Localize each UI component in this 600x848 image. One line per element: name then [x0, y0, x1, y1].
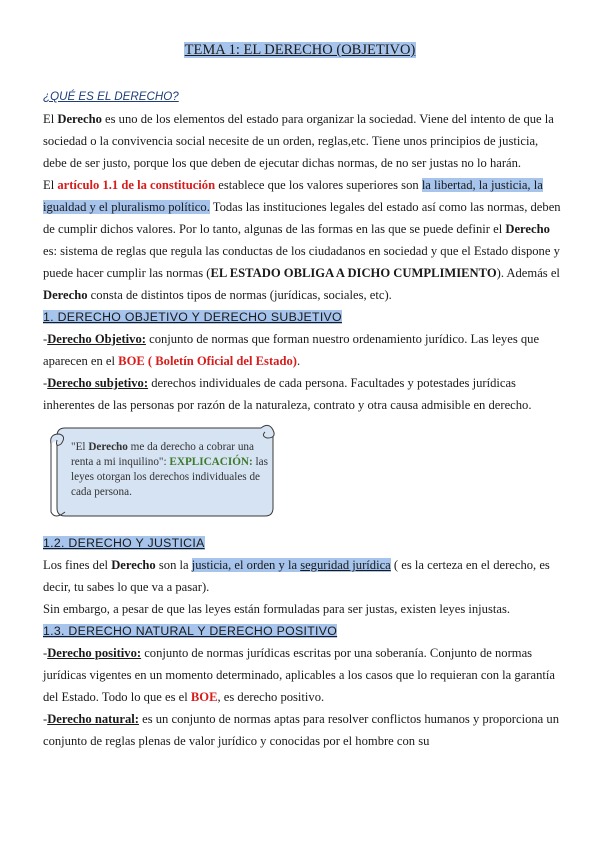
note-scroll — [43, 416, 563, 532]
section-heading-1-3: 1.3. DERECHO NATURAL Y DERECHO POSITIVO — [43, 624, 338, 638]
document-body — [43, 86, 563, 752]
paragraph: Sin embargo, a pesar de que las leyes están formuladas para ser justas, existen leyes injustas. — [43, 602, 511, 616]
paragraph: -Derecho Objetivo: conjunto de normas que forman nuestro ordenamiento jurídico. Las leyes que aparecen en el BOE ( Boletín Oficial del Estado). — [43, 332, 540, 368]
section-heading-1: 1. DERECHO OBJETIVO Y DERECHO SUBJETIVO — [43, 310, 342, 324]
paragraph: -Derecho natural: es un conjunto de normas aptas para resolver conflictos humanos y proporciona un conjunto de reglas plenas de valor jurídico y conocidas por el hombre con su — [43, 712, 559, 748]
page-title: TEMA 1: EL DERECHO (OBJETIVO) — [184, 42, 416, 58]
paragraph: El artículo 1.1 de la constitución establece que los valores superiores son la libertad, la justicia, la igualdad y el pluralismo político. Todas las instituciones legales del estado así como las normas, deben de cumplir dichos valores. Por lo tanto, algunas de las formas en las que se puede definir el Derecho es: sistema de reglas que regula las conductas de los ciudadanos en sociedad y que el Estado dispone y puede hacer cumplir las normas (EL ESTADO OBLIGA A DICHO CUMPLIMIENTO). Además el Derecho consta de distintos tipos de normas (jurídicas, sociales, etc). — [43, 178, 561, 302]
paragraph: Los fines del Derecho son la justicia, el orden y la seguridad jurídica ( es la certeza en el derecho, es decir, tu sabes lo que va a pasar). — [43, 558, 550, 594]
paragraph: -Derecho subjetivo: derechos individuales de cada persona. Facultades y potestades jurídicas inherentes de las personas por razón de la naturaleza, contrato y otra causa admisible en derecho. — [43, 376, 532, 412]
section-heading-que-es: ¿QUÉ ES EL DERECHO? — [43, 90, 179, 103]
paragraph: -Derecho positivo: conjunto de normas jurídicas escritas por una soberanía. Conjunto de normas jurídicas vigentes en un momento determinado, aplicables a los casos que lo requieran con la garantía del Estado. Todo lo que es el BOE, es derecho positivo. — [43, 646, 555, 704]
paragraph: El Derecho es uno de los elementos del estado para organizar la sociedad. Viene del intento de que la sociedad o la convivencia social necesite de un orden, reglas,etc. Tiene unos principios de justicia, debe de ser justo, porque los que deben de ejecutar dichas normas, de no ser justas no lo harán. — [43, 112, 554, 170]
note-text: "El Derecho me da derecho a cobrar una renta a mi inquilino": EXPLICACIÓN: las leyes otorgan los derechos individuales de cada persona. — [71, 441, 268, 498]
section-heading-1-2: 1.2. DERECHO Y JUSTICIA — [43, 536, 205, 550]
